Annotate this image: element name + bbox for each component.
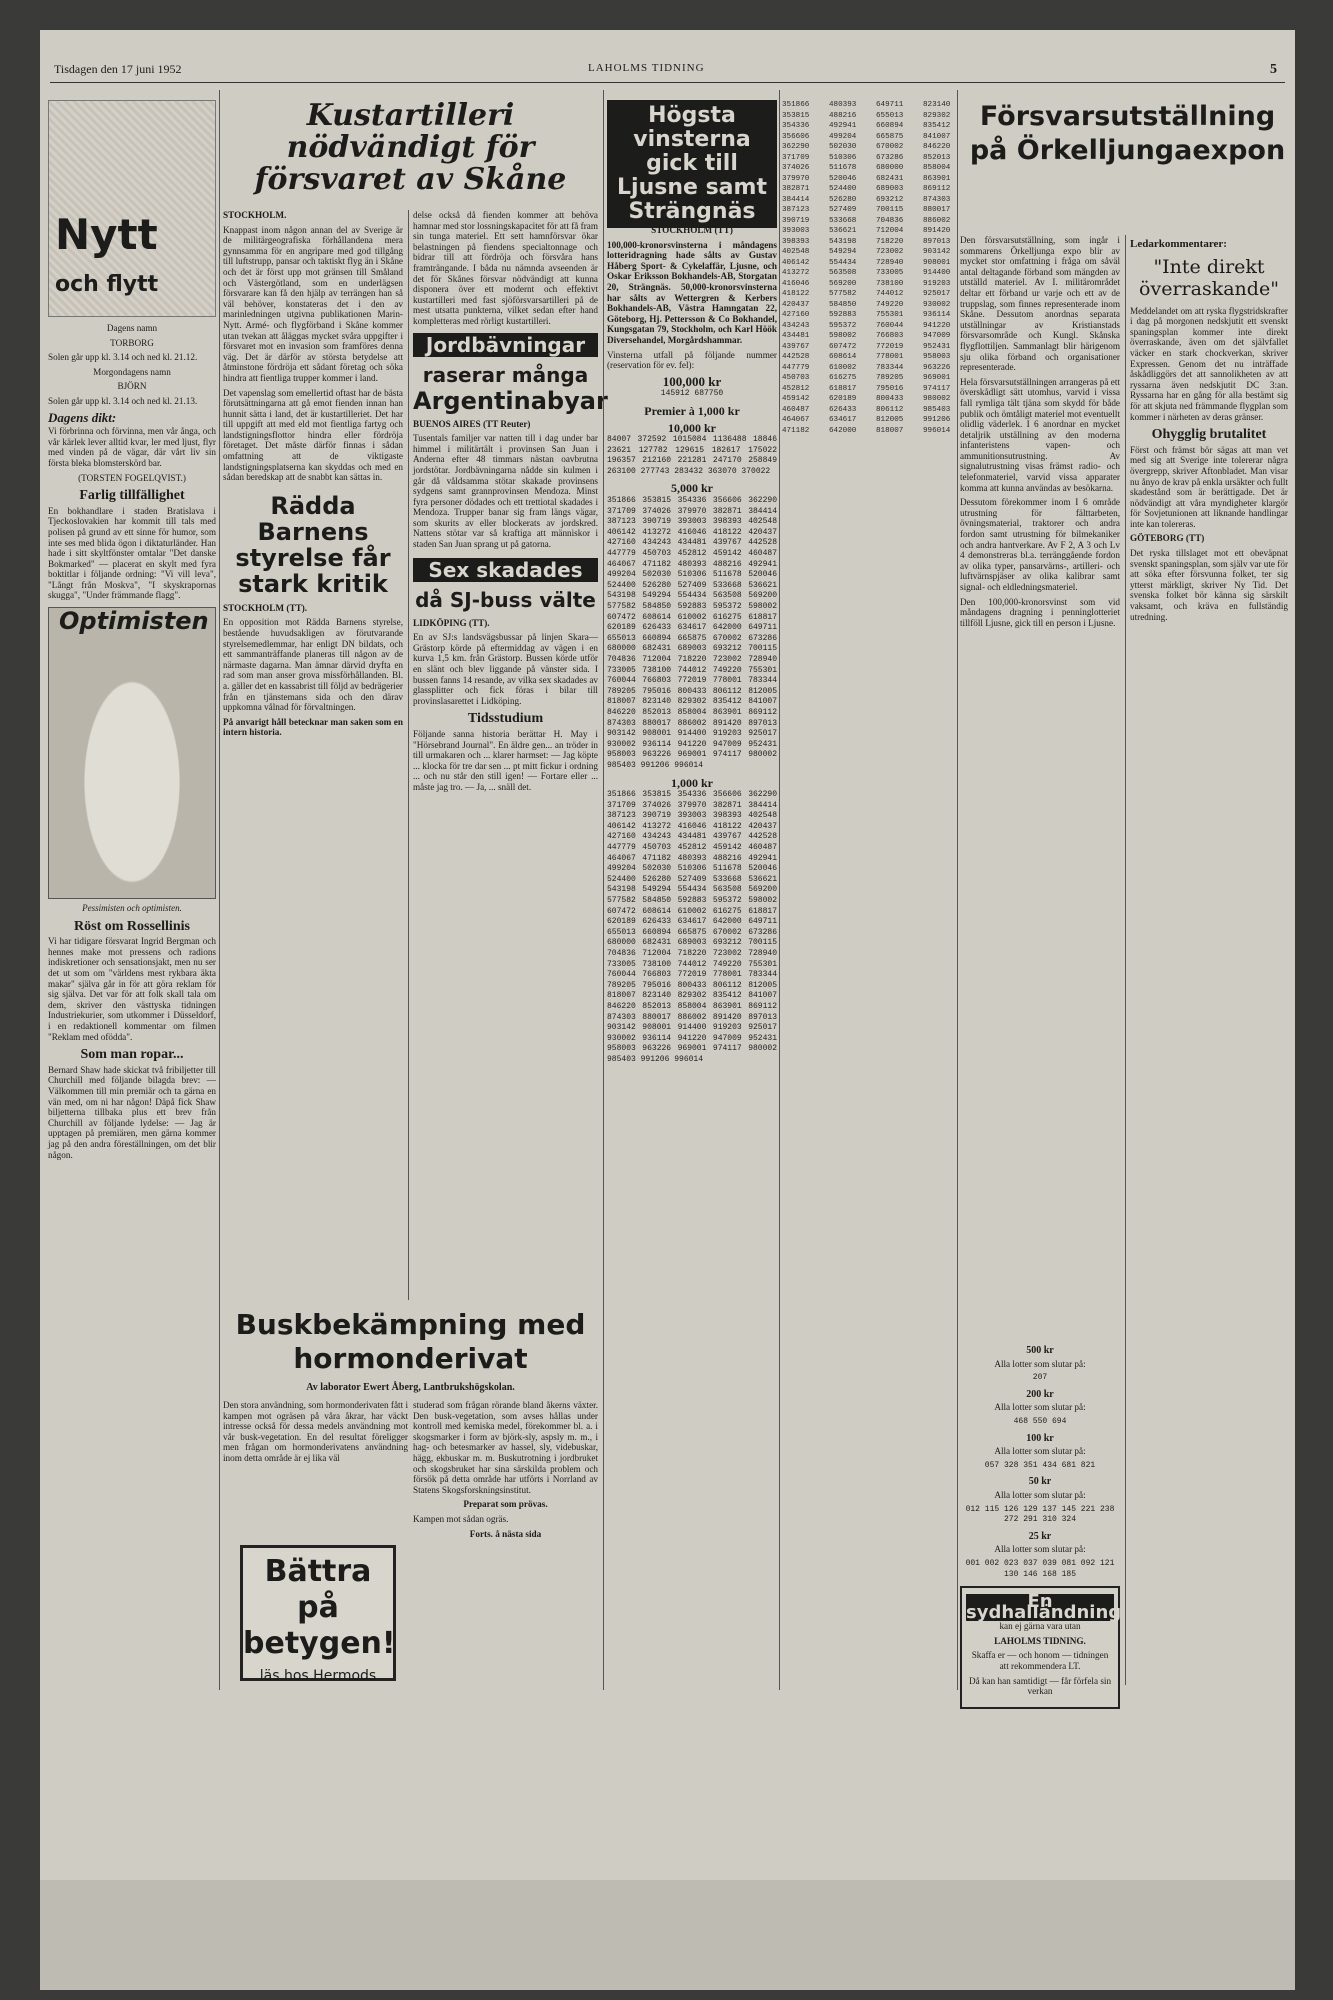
rost-text: Vi har tidigare försvarat Ingrid Bergman och hennes make mot pressens och radions indiskretioner och sensationsjakt, men nu ser det ut som om "världens mest rykbara äkta makar" själva går in för att göra reklam för sig själva. Det var för att folk skall tala om dem, skriver den västtyska tidningen Industriekurier, som utkommer i Düsseldorf, i en redaktionell kommentar om filmen "Reklam med ofödda". xyxy=(48,936,216,1042)
prize-25-note: Alla lotter som slutar på: xyxy=(994,1544,1086,1555)
nums-sample: 84007 372592 1015084 1136488 18846 23621 127782 129615 182617 175022 196357 212160 221281 247170 258849 263100 277743 283432 363070 370022 xyxy=(607,435,777,476)
prize-column xyxy=(960,1340,1122,1697)
forsvar-text-a: Den försvarsutställning, som ingår i sommarens Örkelljunga expo blir av mycket stor omfattning i fråga om såväl antal deltagande förband som mängden av utställd materiel. Av I. militärområdet deltar ett förband ur varje och ett av de truppslag, som finnes representerade inom Skåne. Dessutom anordnas separata utställningar av Kristianstads försvarsområde och Kungl. Skånska flygflottiljen. Sammanlagt blir härigenom sju olika förband och organisationer representerade. xyxy=(960,235,1120,373)
nameday-label: Dagens namn xyxy=(106,323,158,333)
prize-50-note: Alla lotter som slutar på: xyxy=(994,1489,1086,1500)
prize-500-nums: 207 xyxy=(1032,1373,1048,1383)
busk-column-a xyxy=(223,1400,408,1540)
prize-50-nums: 012 115 126 129 137 145 221 238 272 291 310 324 xyxy=(965,1504,1115,1525)
prize-100: 100 kr xyxy=(1026,1432,1054,1444)
prize-500-note: Alla lotter som slutar på: xyxy=(994,1358,1086,1369)
radda-text: En opposition mot Rädda Barnens styrelse, bestående huvudsakligen av förutvarande styrelsemedlemmar, har enligt DN bildats, och ett sammanträffande planeras till någon av de närmaste dagarna. Man ämnar därvid dryfta en rad som man anser grova missförhållanden. Bl. a. gäller det en kassabrist till följd av bedrägerier från en tjänstemans sida och den därav uppkomna vålnad för förvaltningen. xyxy=(223,617,403,713)
jordbavningar-headline-2: raserar många xyxy=(422,362,589,387)
busk-headline xyxy=(223,1308,598,1376)
tidsstudium-heading: Tidsstudium xyxy=(467,711,544,727)
leader-headline: "Inte direkt överraskande" xyxy=(1139,255,1279,300)
kustartilleri-text-c: delse också då fienden kommer att behöva hamnar med stor lossningskapacitet för att få fram sin tunga materiel. Ett sett hamnförsvar ökar belastningen på fiendens specialtonnage och bidrar till att fördröja och försvåra hans framträngande. I båda nu nämnda avseenden är det för Skånes försvar nödvändigt att kunna disponera över ett modernt och effektivt kustartilleri med fast sjöförsvarsartilleri på de mest utsatta punkterna, vilket sedan efter hand kompletteras med rörligt kustartilleri. xyxy=(413,210,598,326)
kustartilleri-column-b xyxy=(413,210,608,1300)
nums-grid-a: 351866 353815 354336 356606 362290 371709 374026 379970 382871 384414 387123 390719 393003 398393 402548 406142 413272 416046 418122 420437 427160 434243 434481 439767 442528 447779 450703 452812 459142 460487 464067 471182 480393 488216 492941 499204 502030 510306 511678 520046 524400 526280 527409 533668 536621 543198 549294 554434 563508 569200 577582 584850 592883 595372 598002 607472 608614 610002 616275 618817 620189 626433 634617 642000 649711 655013 660894 665875 670002 673286 680000 682431 689003 693212 700115 704836 712004 718220 723002 728940 733005 738100 744012 749220 755301 760044 766803 772019 778001 783344 789205 795016 800433 806112 812005 818007 823140 829302 835412 841007 846220 852013 858004 863901 869112 874303 880017 886002 891420 897013 903142 908001 914400 919203 925017 930002 936114 941220 947009 952431 958003 963226 969001 974117 980002 985403 991206 996014 xyxy=(607,496,777,770)
busk-prep-2: Kampen mot sådan ogräs. xyxy=(413,1513,509,1524)
forsvar-text-b: Hela försvarsutställningen arrangeras på ett överskådligt sätt utomhus, varvid i vissa fall rymliga tält tjäna som skydd för både publik och ömtåligt materiel mot eventuellt olidlig väderlek. I 6 anordnar en mycket detaljrik utställning av den moderna infanteristens vapen- och ammunitionsutrustning. Av signalutrustning visas främst radio- och telefonmateriel, varvid vissa apparater komma att kunna användas av besökarna. xyxy=(960,376,1120,493)
weather-title xyxy=(55,210,159,306)
dikt-author: (TORSTEN FOGELQVIST.) xyxy=(78,472,186,483)
prize-25-nums: 001 002 023 037 039 081 092 121 130 146 168 185 xyxy=(965,1558,1115,1579)
weather-illustration xyxy=(48,100,216,317)
busk-text-a: Den stora användning, som hormonderivaten fått i kampen mot ogräsen på våra åkrar, har väckt intresse också för dessa medels användning mot vår busk-vegetation. En del resultat föreligger men frågan om hormonderivatens användning inom detta område är ej lika väl xyxy=(223,1400,408,1463)
radda-barnen-headline xyxy=(223,493,403,597)
dikt-text: Vi förbrinna och förvinna, men vår ånga, och vår kärlek lever alltid kvar, ler med ljust, flyr med vinden på de vägar, där vårt liv sin första bleka blomsterskörd bar. xyxy=(48,426,216,468)
kustartilleri-text-b: Det vapenslag som emellertid oftast har de bästa förutsättningarna att gå emot fienden innan han hunnit sätta i land, det är kustartilleriet. Det har till uppgift att med eld mot fientliga fartyg och landstigningsflottor hindra eller fördröja företaget. Det måste därför finnas i sådan omfattning att de viktigaste landstigningsplatserna kan skyddas och med en sådan beredskap att de snabbt kan sättas in. xyxy=(223,387,403,483)
cartoon-title: Optimisten xyxy=(59,607,209,636)
tidsstudium-text: Följande sanna historia berättar H. May i "Hörsebrand Journal". En äldre gen... an tröder in till urmakaren och ... klarer harmset: — Jag köpte ... klocka för tre dar sen ... pt mitt fickur i ordning ... och nu står den still igen! — Fortare eller ... måste jag tro. — Ja, ... snäll det. xyxy=(413,729,598,792)
nameday: TORBORG xyxy=(110,337,154,348)
ad-text-4: Då kan han samtidigt — får förfela sin verkan xyxy=(968,1675,1112,1697)
lottery-headline: Högsta vinsterna gick till Ljusne samt Strängnäs xyxy=(607,100,777,228)
forsvar-column-b xyxy=(1130,235,1288,1685)
folio-page-number: 5 xyxy=(1270,62,1277,77)
sydhallandning-ad xyxy=(960,1586,1120,1709)
kustartilleri-column-a xyxy=(223,210,403,1300)
prize-100-nums: 057 328 351 434 681 821 xyxy=(984,1460,1096,1470)
cartoon-illustration xyxy=(48,607,216,899)
busk-prep-3: Forts. å nästa sida xyxy=(469,1528,542,1539)
radda-dateline: STOCKHOLM (TT). xyxy=(223,602,308,613)
prize-100-note: Alla lotter som slutar på: xyxy=(994,1446,1086,1457)
sun-today: Solen går upp kl. 3.14 och ned kl. 21.12. xyxy=(48,352,198,363)
nums-100k: 145912 687750 xyxy=(660,389,724,399)
prize-500: 500 kr xyxy=(1026,1345,1054,1356)
cartoon-caption: Pessimisten och optimisten. xyxy=(82,903,182,914)
prize-5k: 5,000 kr xyxy=(671,481,713,496)
farlig-heading: Farlig tillfällighet xyxy=(79,488,185,504)
goteborg-dateline: GÖTEBORG (TT) xyxy=(1130,533,1205,544)
forsvar-text-c: Dessutom förekommer inom I 6 område utrustning för fälttarbeten, övningsmaterial, traktorer och andra fordon samt utrustning för bilmekaniker och andra hantverkare. Av F 2, A 3 och Lv 4 demonstreras bl.a. terränggående fordon av olika typer, pansarvärns-, artilleri- och luftvärnspjäser av olika kalibrar samt signal- och eldledningsmateriel. xyxy=(960,497,1120,592)
ad-text-2: LAHOLMS TIDNING. xyxy=(994,1635,1086,1646)
ad-text-1: kan ej gärna vara utan xyxy=(999,1621,1081,1632)
sun-tomorrow: Solen går upp kl. 3.14 och ned kl. 21.13. xyxy=(48,395,198,406)
radda-headline-1: Rädda Barnens xyxy=(257,491,369,546)
busk-prep-1: Preparat som prövas. xyxy=(463,1499,548,1510)
lottery-dateline: STOCKHOLM (TT) xyxy=(651,225,733,235)
sj-headline-2: då SJ-buss välte xyxy=(415,587,596,612)
ad-heading: En sydhalländning xyxy=(966,1591,1122,1623)
prize-200: 200 kr xyxy=(1026,1388,1054,1400)
farlig-text: En bokhandlare i staden Bratislava i Tjeckoslovakien har kommit till tals med polisen på grund av ett sinne för humor, som inte ses med blida ögon i diktaturländer. Han hade i sitt skyltfönster omtalar "Det danske Bokmarked" — placerat en skylt med fyra boktitlar i följande ordning: "Vi vill leva", "Långt från Moskva", "I skyskrapornas skugga", "Under främmande flagg". xyxy=(48,505,216,601)
weather-title-big: Nytt xyxy=(55,210,158,259)
lottery-number-grid: 351866 353815 354336 356606 362290 371709 374026 379970 382871 384414 387123 390719 393003 398393 402548 406142 413272 416046 418122 420437 427160 434243 434481 439767 442528 447779 450703 452812 459142 460487 464067 471182 480393 488216 492941 499204 502030 510306 511678 520046 524400 526280 527409 533668 536621 543198 549294 554434 563508 569200 577582 584850 592883 595372 598002 607472 608614 610002 616275 618817 620189 626433 634617 642000 649711 655013 660894 665875 670002 673286 680000 682431 689003 693212 700115 704836 712004 718220 723002 728940 733005 738100 744012 749220 755301 760044 766803 772019 778001 783344 789205 795016 800433 806112 812005 818007 823140 829302 835412 841007 846220 852013 858004 863901 869112 874303 880017 886002 891420 897013 903142 908001 914400 919203 925017 930002 936114 941220 947009 952431 958003 963226 969001 974117 980002 985403 991206 996014 xyxy=(782,101,951,435)
lottery-note: Vinsterna utfall på följande nummer (reservation för ev. fel): xyxy=(607,349,777,371)
nums-grid-b: 351866 353815 354336 356606 362290 371709 374026 379970 382871 384414 387123 390719 393003 398393 402548 406142 413272 416046 418122 420437 427160 434243 434481 439767 442528 447779 450703 452812 459142 460487 464067 471182 480393 488216 492941 499204 502030 510306 511678 520046 524400 526280 527409 533668 536621 543198 549294 554434 563508 569200 577582 584850 592883 595372 598002 607472 608614 610002 616275 618817 620189 626433 634617 642000 649711 655013 660894 665875 670002 673286 680000 682431 689003 693212 700115 704836 712004 718220 723002 728940 733005 738100 744012 749220 755301 760044 766803 772019 778001 783344 789205 795016 800433 806112 812005 818007 823140 829302 835412 841007 846220 852013 858004 863901 869112 874303 880017 886002 891420 897013 903142 908001 914400 919203 925017 930002 936114 941220 947009 952431 958003 963226 969001 974117 980002 985403 991206 996014 xyxy=(607,790,777,1064)
folio-paper-name: LAHOLMS TIDNING xyxy=(588,62,705,74)
goteborg-text: Det ryska tillslaget mot ett obeväpnat svenskt spaningsplan, som själv var ute för att söka efter försvunna folket, ter sig ytterst märkligt, skriver Ny Tid. Det svenska folket bör känna sig särskilt vaksamt, och kräva en fullständig utredning. xyxy=(1130,548,1288,622)
som-heading: Som man ropar... xyxy=(80,1047,184,1063)
leader-kicker: Ledarkommentarer: xyxy=(1130,238,1227,250)
newspaper-page xyxy=(40,30,1295,1990)
jordbavningar-headline-3: Argentinabyar xyxy=(413,386,608,415)
kustartilleri-text-a: Knappast inom någon annan del av Sverige är de militärgeografiska förhållandena mera gynnsamma för en angripare med god tillgång till luftstrupp, pansar och taktiskt flyg än i Skåne och det är först upp mot gränsen till Småland och Västergötland, som en underlägsen försvarare kan få den hjälp av terrängen han så väl behöver, konstateras det i den av marinledningen utgivna publikationen Marin-Nytt. Armé- och flygförband i Skåne kommer utan tvekan att åläggas mycket svåra uppgifter i försvaret mot en invasion som framföres denna väg. Det är därför av största betydelse att åtminstone fördröja ett sådant företag och söka hindra att fientliga trupper kommer i land. xyxy=(223,224,403,383)
battra-ad xyxy=(240,1545,396,1684)
radda-headline-3: stark kritik xyxy=(238,569,388,598)
forsvar-headline xyxy=(960,100,1295,168)
busk-column-b xyxy=(413,1400,598,1690)
kustartilleri-headline: Kustartilleri nödvändigt för försvaret av Skåne xyxy=(254,98,567,197)
column-rule xyxy=(603,90,604,1690)
sj-text: En av SJ:s landsvägsbussar på linjen Skara—Grästorp körde på eftermiddag av vägen i en kurva 1,5 km. från Grästorp. Bussen körde utför en slänt och blev liggande på vänster sida. I bussen fanns 14 resande, av vilka sex skadades av glassplitter och fick föras i bilar till provinslasarettet i Lidköping. xyxy=(413,632,598,706)
column-rule xyxy=(219,90,220,1690)
jordbavningar-headline-1: Jordbävningar xyxy=(413,333,598,357)
som-text: Bernard Shaw hade skickat två fribiljetter till Churchill med följande bilagda brev: — Välkommen till min premiär och ta gärna en vän med, om ni har någon! Däpå fick Shaw biljetterna tillbaka plus ett brev från Churchill av följande lydelse: — Jag är upptagen på premiären, men gärna kommer jag på den andra föreställningen, om det blir någon. xyxy=(48,1064,216,1160)
busk-headline-2: hormonderivat xyxy=(293,1342,528,1375)
lottery-tail: Den 100,000-kronorsvinst som vid måndagens dragning i penninglotteriet tillföll Ljusne, gick till en person i Ljusne. xyxy=(960,596,1120,628)
prize-50: 50 kr xyxy=(1028,1476,1052,1488)
prize-25: 25 kr xyxy=(1028,1530,1052,1542)
sj-headline-1: Sex skadades xyxy=(413,558,598,582)
prize-premier: Premier à 1,000 kr xyxy=(644,403,740,418)
busk-headline-1: Buskbekämpning med xyxy=(235,1308,586,1341)
dikt-heading: Dagens dikt: xyxy=(48,409,117,425)
ohygglig-heading: Ohygglig brutalitet xyxy=(1151,427,1267,443)
radda-headline-2: styrelse får xyxy=(235,543,391,572)
jordbavningar-text: Tusentals familjer var natten till i dag under bar himmel i militärtält i provinsen San Juan i Anderna efter 48 timmars nästan oavbrutna jordstötar. Jordbävningarna nådde sin kulmen i går då våldsamma stötar skakade provinsens sydgens samt grannprovinsen Mendoza. Minst fyra personer dödades och ett trettiotal skadades i Mendoza. Trupper banar sig fram längs vägar, som skurits av eller blockerats av jordskred. Nattens stötar var så kraftiga att människor i staden San Juan sprang ut på gatorna. xyxy=(413,433,598,550)
tomorrow-name: BJÖRN xyxy=(117,381,147,392)
forsvar-column-a xyxy=(960,235,1120,1335)
prize-200-note: Alla lotter som slutar på: xyxy=(994,1402,1086,1413)
column-rule xyxy=(779,90,780,1690)
busk-text-b: studerad som frågan rörande bland åkerns växter. Den busk-vegetation, som avses hållas under kontroll med kemiska medel, förekommer bl. a. i skogsmarker i form av björk-sly, aspsly m. m., i hag- och betesmarker av hassel, sly, videbuskar, hägg, ekbuskar m. m. Buskutrotning i jordbruket och skogsbruket har sina särskilda problem och försök på detta område har utförts i Norrland av Statens Skogsforskningsinstitut. xyxy=(413,1400,598,1495)
weather-title-small: och flytt xyxy=(55,272,159,297)
leader-text: Meddelandet om att ryska flygstridskrafter i dag på morgonen nedskjutit ett svenskt spaningsplan kommer inte direkt överraskande, även om det självfallet väcker en stark chockverkan, skriver Expressen. Genom det nu inträffade åskådliggörs det att sannolikheten av att ryssarna även nedskjutit DC 3:an. Ryssarna har en gång för alla bestämt sig för att skjuta ned främmande flygplan som kommer i närheten av deras gränser. xyxy=(1130,305,1288,422)
forsvar-headline-2: på Örkelljungaexpon xyxy=(969,135,1286,166)
lottery-column xyxy=(607,225,777,1685)
sj-dateline: LIDKÖPING (TT). xyxy=(413,617,490,628)
column-rule xyxy=(1125,235,1126,1685)
column-rule xyxy=(408,210,409,1300)
ad-text-3: Skaffa er — och honom — tidningen att rekommendera LT. xyxy=(971,1650,1109,1672)
lottery-text: 100,000-kronorsvinsterna i måndagens lotteridragning hade sålts av Gustav Håberg Sport- & Cykelaffär, Ljusne, och Oskar Eriksson Bokhandels-AB, Storgatan 20, Strängnäs. 50,000-kronorsvinsterna har sålts av Wettergren & Kerbers Bokhandels-AB, Västra Hamngatan 22, Göteborg, Hj. Pettersson & Co Bokhandel, Kungsgatan 79, Stockholm, och Karl Höök Diversehandel, Morgårdshammar. xyxy=(607,239,777,345)
battra-line-3: läs hos Hermods xyxy=(259,1668,377,1684)
forsvar-headline-1: Försvarsutställning xyxy=(979,101,1276,132)
prize-1k: 1,000 kr xyxy=(671,775,713,790)
prize-100k: 100,000 kr xyxy=(662,373,722,389)
ohygglig-text: Först och främst bör sägas att man vet med sig att Sverige inte tolererar några övergrepp, skriver Aftonbladet. Man visar nu ånyo de krav på enkla ursäkter och fullt skadestånd som är berättigade. Det är nödvändigt att våra myndigheter klargör för Sovjetunionen att liknande handlingar inte kan tolereras. xyxy=(1130,444,1288,529)
prize-10k: 10,000 kr xyxy=(668,420,716,435)
page-margin-bottom xyxy=(40,1880,1295,1990)
column-rule xyxy=(957,90,958,1690)
prize-200-nums: 468 550 694 xyxy=(1013,1416,1067,1426)
busk-byline: Av laborator Ewert Åberg, Lantbrukshögskolan. xyxy=(306,1382,515,1393)
left-column xyxy=(48,100,216,1520)
header-rule xyxy=(50,82,1285,83)
jordbavningar-dateline: BUENOS AIRES (TT Reuter) xyxy=(413,418,531,429)
tomorrow-label: Morgondagens namn xyxy=(93,366,171,377)
rost-heading: Röst om Rossellinis xyxy=(74,918,190,934)
folio-date: Tisdagen den 17 juni 1952 xyxy=(54,62,182,76)
kustartilleri-dateline: STOCKHOLM. xyxy=(223,210,287,220)
battra-line-2: betygen! xyxy=(243,1626,396,1661)
radda-tail: På anvarigt håll betecknar man saken som en intern historia. xyxy=(223,716,403,738)
battra-line-1: Bättra på xyxy=(264,1554,372,1625)
